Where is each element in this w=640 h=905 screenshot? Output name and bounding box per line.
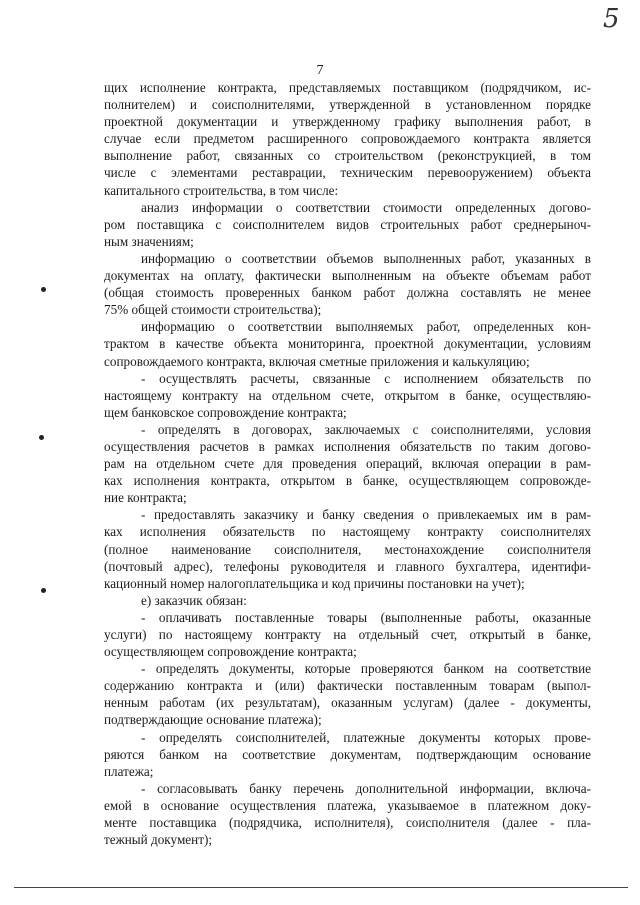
text-line: документах на оплату, фактически выполненным на объекте объемам работ [104,268,591,284]
text-line: - определять документы, которые проверяются банком на соответствие [141,661,591,677]
scan-speck [41,588,46,593]
text-line: содержанию контракта и (или) фактически поставленным товарам (выпол- [104,678,591,694]
text-line: осуществления расчетов в рамках исполнения обязательств по таким догово- [104,438,591,454]
text-line: анализ информации о соответствии стоимости определенных догово- [141,199,591,215]
text-line: капитального строительства, в том числе: [104,182,339,198]
text-line: (общая стоимость проверенных банком работ должна составлять не менее [104,285,591,301]
text-line: кационный номер налогоплательщика и код причины постановки на учет); [104,575,525,591]
text-line: менте поставщика (подрядчика, исполнителя), соисполнителя (далее - пла- [104,815,591,831]
text-line: ненным работам (их результатам), оказанным услугам) (далее - документы, [104,695,591,711]
text-line: настоящему контракту на отдельном счете, открытом в банке, осуществляю- [104,387,591,403]
text-line: ряются банком на соответствие документам, подтверждающим основание [104,746,591,762]
text-line: ром поставщика с соисполнителем видов строительных работ среднерыноч- [104,216,591,232]
text-line: - определять в договорах, заключаемых с соисполнителями, условия [141,421,591,437]
text-line: ках исполнения обязательств по настоящему контракту соисполнителях [104,524,591,540]
text-line: информацию о соответствии выполняемых работ, определенных кон- [141,319,591,335]
scan-speck [41,287,46,292]
text-line: ках исполнения контракта, открытом в банке, осуществляющем сопровожде- [104,473,591,489]
scan-speck [39,435,44,440]
text-line: ным значениям; [104,233,194,249]
text-line: - предоставлять заказчику и банку сведения о привлекаемых им в рам- [141,507,591,523]
handwritten-page-number: 5 [603,4,620,34]
text-line: выполнение работ, связанных со строительством (реконструкцией, в том [104,148,591,164]
text-line: информацию о соответствии объемов выполненных работ, указанных в [141,250,591,266]
text-line: услуги) по настоящему контракту на отдельный счет, открытый в банке, [104,627,591,642]
page-number: 7 [316,63,324,78]
text-line: числе с элементами реставрации, техническим перевооружением) объекта [104,165,591,181]
text-line: подтверждающие основание платежа); [104,712,322,728]
text-line: рам на отдельном счете для проведения операций, включая операции в рам- [104,456,591,472]
scan-edge-line [14,887,628,888]
text-line: щих исполнение контракта, представляемых поставщиком (подрядчиком, ис- [104,80,591,95]
text-line: - осуществлять расчеты, связанные с исполнением обязательств по [141,370,591,386]
text-line: - оплачивать поставленные товары (выполненные работы, оказанные [141,609,591,625]
text-line: ние контракта; [104,490,187,506]
text-line: щем банковское сопровождение контракта; [104,404,347,420]
text-line: трактом в качестве объекта мониторинга, проектной документации, условиям [104,336,591,352]
text-line: (почтовый адрес), телефоны руководителя и главного бухгалтера, идентифи- [104,558,591,574]
document-body [104,79,591,848]
text-line: сопровождаемого контракта, включая сметные приложения и калькуляцию; [104,353,530,369]
text-line: платежа; [104,763,154,779]
text-line: (полное наименование соисполнителя, местонахождение соисполнителя [104,541,591,557]
text-line: проектной документации и утвержденному графику выполнения работ, в [104,114,591,130]
text-line: полнителем) и соисполнителями, утвержденной в установленном порядке [104,97,591,113]
text-line: 75% общей стоимости строительства); [104,302,322,318]
text-line: емой в основание осуществления платежа, указываемое в платежном доку- [104,797,591,813]
text-line: - определять соисполнителей, платежные документы которых прове- [141,729,591,745]
text-line: - согласовывать банку перечень дополнительной информации, включа- [141,780,591,796]
text-line: е) заказчик обязан: [141,592,247,608]
text-line: случае если предметом расширенного сопровождаемого контракта является [104,131,591,147]
text-line: осуществляющем сопровождение контракта; [104,644,357,660]
text-line: тежный документ); [104,832,213,848]
